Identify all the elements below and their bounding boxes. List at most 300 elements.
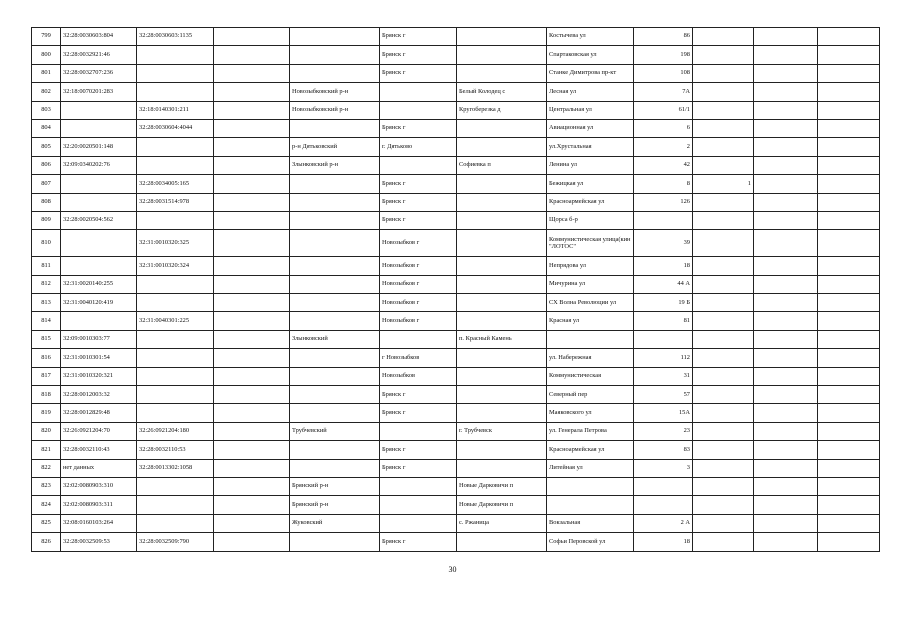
- cell-cadastral-number: 32:26:0921204:70: [61, 422, 137, 440]
- cell-row-number: 812: [32, 275, 61, 293]
- cell-note: [818, 367, 880, 385]
- cell-note: [818, 175, 880, 193]
- cell-extra-number: [214, 28, 290, 46]
- cell-extra-number: [214, 156, 290, 174]
- cell-settlement: [457, 404, 547, 422]
- cell-extra-number: [214, 46, 290, 64]
- cell-building-cadastral-number: [137, 386, 214, 404]
- cell-district: [290, 386, 380, 404]
- cell-extra-number: [214, 459, 290, 477]
- table-row: [32, 211, 880, 229]
- cell-district: Злынковский р-н: [290, 156, 380, 174]
- cell-apartment: [754, 156, 818, 174]
- cell-extra-number: [214, 175, 290, 193]
- cell-note: [818, 404, 880, 422]
- cell-settlement: [457, 294, 547, 312]
- table-row: [32, 64, 880, 82]
- cell-extra-number: [214, 367, 290, 385]
- cell-extra-number: [214, 386, 290, 404]
- cell-row-number: 821: [32, 441, 61, 459]
- cell-building-cadastral-number: 32:28:0030603:1135: [137, 28, 214, 46]
- cell-note: [818, 275, 880, 293]
- cell-cadastral-number: 32:18:0070201:283: [61, 83, 137, 101]
- cell-district: [290, 193, 380, 211]
- table-row: [32, 101, 880, 119]
- cell-street: Непрядова ул: [547, 257, 634, 275]
- cell-building-cadastral-number: [137, 46, 214, 64]
- cell-house-number: 44 А: [634, 275, 693, 293]
- cell-extra-number: [214, 404, 290, 422]
- cell-settlement: с. Ржаница: [457, 514, 547, 532]
- cell-district: Брянский р-н: [290, 496, 380, 514]
- cell-note: [818, 257, 880, 275]
- cell-city: Новозыбков г: [380, 275, 457, 293]
- cell-extra-number: [214, 294, 290, 312]
- cell-building: [693, 257, 754, 275]
- cell-note: [818, 386, 880, 404]
- cell-city: Брянск г: [380, 459, 457, 477]
- table-row: [32, 477, 880, 495]
- cell-extra-number: [214, 422, 290, 440]
- cell-row-number: 819: [32, 404, 61, 422]
- cell-apartment: [754, 441, 818, 459]
- cell-building-cadastral-number: 32:31:0010320:325: [137, 230, 214, 257]
- cell-house-number: [634, 211, 693, 229]
- cell-apartment: [754, 138, 818, 156]
- cell-settlement: [457, 193, 547, 211]
- cell-district: р-н Дятьковский: [290, 138, 380, 156]
- cell-street: [547, 496, 634, 514]
- cell-settlement: [457, 28, 547, 46]
- cell-house-number: 15А: [634, 404, 693, 422]
- cell-extra-number: [214, 119, 290, 137]
- cell-district: [290, 367, 380, 385]
- cell-city: Брянск г: [380, 175, 457, 193]
- cell-cadastral-number: 32:28:0032707:236: [61, 64, 137, 82]
- cell-house-number: 126: [634, 193, 693, 211]
- table-row: [32, 459, 880, 477]
- cell-house-number: [634, 330, 693, 348]
- cell-house-number: 2 А: [634, 514, 693, 532]
- cell-row-number: 801: [32, 64, 61, 82]
- cell-district: Трубчевский: [290, 422, 380, 440]
- cell-house-number: 42: [634, 156, 693, 174]
- cell-street: [547, 330, 634, 348]
- cell-cadastral-number: 32:31:0020140:255: [61, 275, 137, 293]
- cell-extra-number: [214, 533, 290, 551]
- cell-street: Щорса б-р: [547, 211, 634, 229]
- cell-apartment: [754, 83, 818, 101]
- cell-settlement: [457, 533, 547, 551]
- table-row: [32, 138, 880, 156]
- cell-note: [818, 441, 880, 459]
- cell-apartment: [754, 230, 818, 257]
- cell-city: г. Дятьково: [380, 138, 457, 156]
- cell-note: [818, 64, 880, 82]
- table-row: [32, 275, 880, 293]
- cell-district: [290, 119, 380, 137]
- cell-settlement: [457, 230, 547, 257]
- cell-street: ул. Генерала Петрова: [547, 422, 634, 440]
- cell-note: [818, 422, 880, 440]
- cell-building: [693, 514, 754, 532]
- cell-district: [290, 459, 380, 477]
- cell-building: [693, 367, 754, 385]
- cell-street: СХ Волна Революции ул: [547, 294, 634, 312]
- cell-note: [818, 349, 880, 367]
- cell-cadastral-number: 32:02:0080903:311: [61, 496, 137, 514]
- cell-cadastral-number: 32:28:0012003:32: [61, 386, 137, 404]
- cell-building: [693, 64, 754, 82]
- cell-apartment: [754, 257, 818, 275]
- table-row: [32, 367, 880, 385]
- cell-city: Новозыбков г: [380, 312, 457, 330]
- cell-building-cadastral-number: [137, 83, 214, 101]
- cell-city: Новозыбков г: [380, 294, 457, 312]
- table-row: [32, 514, 880, 532]
- cell-settlement: [457, 257, 547, 275]
- cell-row-number: 799: [32, 28, 61, 46]
- cell-extra-number: [214, 441, 290, 459]
- cell-street: Литейная ул: [547, 459, 634, 477]
- cell-building: [693, 312, 754, 330]
- cell-building: [693, 422, 754, 440]
- cell-settlement: [457, 312, 547, 330]
- cell-house-number: 112: [634, 349, 693, 367]
- cell-district: [290, 349, 380, 367]
- cell-street: Маяковского ул: [547, 404, 634, 422]
- cell-apartment: [754, 193, 818, 211]
- table-row: [32, 294, 880, 312]
- cell-house-number: 3: [634, 459, 693, 477]
- table-row: [32, 175, 880, 193]
- cell-row-number: 809: [32, 211, 61, 229]
- cell-city: Новозыбков г: [380, 230, 457, 257]
- cell-house-number: 198: [634, 46, 693, 64]
- cell-cadastral-number: 32:20:0020501:148: [61, 138, 137, 156]
- cell-street: Вокзальная: [547, 514, 634, 532]
- cell-row-number: 824: [32, 496, 61, 514]
- cell-building: [693, 138, 754, 156]
- cell-city: [380, 496, 457, 514]
- cell-street: Красная ул: [547, 312, 634, 330]
- cell-house-number: 6: [634, 119, 693, 137]
- cell-apartment: [754, 275, 818, 293]
- cell-extra-number: [214, 312, 290, 330]
- cell-building-cadastral-number: 32:18:0140301:211: [137, 101, 214, 119]
- cell-city: [380, 83, 457, 101]
- cell-cadastral-number: 32:08:0160103:264: [61, 514, 137, 532]
- cell-apartment: [754, 64, 818, 82]
- cell-street: Бежицкая ул: [547, 175, 634, 193]
- cell-city: [380, 156, 457, 174]
- cell-building: [693, 386, 754, 404]
- cell-note: [818, 28, 880, 46]
- cell-note: [818, 156, 880, 174]
- cell-extra-number: [214, 477, 290, 495]
- cell-row-number: 820: [32, 422, 61, 440]
- cell-cadastral-number: 32:31:0010320:321: [61, 367, 137, 385]
- cell-house-number: 83: [634, 441, 693, 459]
- cell-building: [693, 230, 754, 257]
- table-row: [32, 83, 880, 101]
- cell-note: [818, 312, 880, 330]
- cell-street: [547, 477, 634, 495]
- cell-row-number: 814: [32, 312, 61, 330]
- cell-district: [290, 175, 380, 193]
- cell-note: [818, 330, 880, 348]
- cell-city: Брянск г: [380, 64, 457, 82]
- table-row: [32, 404, 880, 422]
- cell-extra-number: [214, 275, 290, 293]
- cell-street: Коммунистическая: [547, 367, 634, 385]
- cell-house-number: 39: [634, 230, 693, 257]
- cell-district: [290, 28, 380, 46]
- cell-city: Брянск г: [380, 533, 457, 551]
- cell-building-cadastral-number: 32:28:0031514:978: [137, 193, 214, 211]
- cell-street: Костычева ул: [547, 28, 634, 46]
- cell-note: [818, 294, 880, 312]
- cell-row-number: 803: [32, 101, 61, 119]
- cell-note: [818, 459, 880, 477]
- property-register-table: [31, 27, 880, 552]
- cell-street: Ленина ул: [547, 156, 634, 174]
- table-row: [32, 193, 880, 211]
- cell-cadastral-number: [61, 230, 137, 257]
- cell-building-cadastral-number: [137, 275, 214, 293]
- cell-cadastral-number: [61, 193, 137, 211]
- cell-street: Спартаковская ул: [547, 46, 634, 64]
- cell-apartment: [754, 312, 818, 330]
- cell-building-cadastral-number: 32:31:0010320:324: [137, 257, 214, 275]
- table-row: [32, 156, 880, 174]
- cell-apartment: [754, 533, 818, 551]
- cell-row-number: 823: [32, 477, 61, 495]
- cell-row-number: 825: [32, 514, 61, 532]
- table-row: [32, 386, 880, 404]
- cell-row-number: 805: [32, 138, 61, 156]
- cell-street: Станке Димитрова пр-кт: [547, 64, 634, 82]
- cell-district: [290, 275, 380, 293]
- cell-settlement: [457, 119, 547, 137]
- cell-building: [693, 28, 754, 46]
- cell-street: Мичурина ул: [547, 275, 634, 293]
- cell-note: [818, 138, 880, 156]
- cell-house-number: 2: [634, 138, 693, 156]
- cell-street: ул. Набережная: [547, 349, 634, 367]
- cell-house-number: 31: [634, 367, 693, 385]
- cell-city: г Новозыбков: [380, 349, 457, 367]
- cell-settlement: [457, 349, 547, 367]
- cell-building: [693, 349, 754, 367]
- cell-row-number: 826: [32, 533, 61, 551]
- cell-cadastral-number: нет данных: [61, 459, 137, 477]
- cell-house-number: 18: [634, 257, 693, 275]
- cell-row-number: 806: [32, 156, 61, 174]
- cell-cadastral-number: 32:09:0010303:77: [61, 330, 137, 348]
- cell-building-cadastral-number: [137, 514, 214, 532]
- cell-cadastral-number: 32:09:0340202:76: [61, 156, 137, 174]
- cell-apartment: [754, 175, 818, 193]
- table-row: [32, 533, 880, 551]
- cell-apartment: [754, 330, 818, 348]
- cell-apartment: [754, 46, 818, 64]
- cell-row-number: 816: [32, 349, 61, 367]
- cell-house-number: 18: [634, 533, 693, 551]
- cell-district: Новозыбковский р-н: [290, 83, 380, 101]
- cell-note: [818, 119, 880, 137]
- cell-cadastral-number: [61, 312, 137, 330]
- cell-building-cadastral-number: [137, 330, 214, 348]
- cell-cadastral-number: [61, 101, 137, 119]
- table-row: [32, 257, 880, 275]
- table-row: [32, 119, 880, 137]
- cell-building: [693, 101, 754, 119]
- cell-extra-number: [214, 257, 290, 275]
- cell-row-number: 804: [32, 119, 61, 137]
- cell-apartment: [754, 514, 818, 532]
- cell-house-number: [634, 496, 693, 514]
- cell-building-cadastral-number: 32:28:0032509:790: [137, 533, 214, 551]
- cell-city: Брянск г: [380, 404, 457, 422]
- cell-apartment: [754, 349, 818, 367]
- cell-street: Лесная ул: [547, 83, 634, 101]
- cell-street: Софьи Перовской ул: [547, 533, 634, 551]
- cell-apartment: [754, 496, 818, 514]
- cell-building-cadastral-number: [137, 349, 214, 367]
- cell-building: [693, 477, 754, 495]
- cell-building: [693, 441, 754, 459]
- cell-building-cadastral-number: [137, 156, 214, 174]
- cell-apartment: [754, 422, 818, 440]
- cell-city: Брянск г: [380, 441, 457, 459]
- cell-district: [290, 46, 380, 64]
- cell-house-number: [634, 477, 693, 495]
- cell-building: [693, 46, 754, 64]
- cell-note: [818, 514, 880, 532]
- cell-street: ул.Хрустальная: [547, 138, 634, 156]
- cell-apartment: [754, 211, 818, 229]
- cell-row-number: 808: [32, 193, 61, 211]
- cell-city: [380, 514, 457, 532]
- cell-house-number: 86: [634, 28, 693, 46]
- cell-apartment: [754, 28, 818, 46]
- cell-extra-number: [214, 193, 290, 211]
- cell-apartment: [754, 294, 818, 312]
- cell-row-number: 810: [32, 230, 61, 257]
- cell-cadastral-number: [61, 257, 137, 275]
- cell-building: [693, 533, 754, 551]
- cell-district: [290, 533, 380, 551]
- cell-building-cadastral-number: 32:28:0013302:1058: [137, 459, 214, 477]
- cell-building: [693, 404, 754, 422]
- cell-street: Красноармейская ул: [547, 193, 634, 211]
- cell-cadastral-number: 32:28:0032110:43: [61, 441, 137, 459]
- cell-extra-number: [214, 496, 290, 514]
- cell-building-cadastral-number: [137, 64, 214, 82]
- cell-street: Авиационная ул: [547, 119, 634, 137]
- table-row: [32, 46, 880, 64]
- cell-building: [693, 294, 754, 312]
- cell-row-number: 817: [32, 367, 61, 385]
- cell-street: Красноармейская ул: [547, 441, 634, 459]
- cell-building-cadastral-number: 32:28:0032110:53: [137, 441, 214, 459]
- table-row: [32, 441, 880, 459]
- table-row: [32, 349, 880, 367]
- cell-note: [818, 230, 880, 257]
- cell-building: [693, 496, 754, 514]
- page-number: 30: [448, 565, 457, 574]
- cell-district: Злынковский: [290, 330, 380, 348]
- cell-apartment: [754, 101, 818, 119]
- cell-cadastral-number: 32:02:0080903:310: [61, 477, 137, 495]
- cell-extra-number: [214, 83, 290, 101]
- table-row: [32, 230, 880, 257]
- cell-row-number: 800: [32, 46, 61, 64]
- cell-row-number: 807: [32, 175, 61, 193]
- cell-city: Брянск г: [380, 386, 457, 404]
- cell-apartment: [754, 386, 818, 404]
- cell-row-number: 822: [32, 459, 61, 477]
- cell-settlement: Новые Дарковичи п: [457, 496, 547, 514]
- cell-settlement: [457, 46, 547, 64]
- cell-extra-number: [214, 230, 290, 257]
- cell-city: Брянск г: [380, 46, 457, 64]
- cell-building: [693, 275, 754, 293]
- cell-note: [818, 46, 880, 64]
- cell-cadastral-number: 32:28:0030603:804: [61, 28, 137, 46]
- cell-apartment: [754, 367, 818, 385]
- cell-house-number: 108: [634, 64, 693, 82]
- cell-cadastral-number: 32:28:0032921:46: [61, 46, 137, 64]
- cell-note: [818, 477, 880, 495]
- cell-building-cadastral-number: [137, 367, 214, 385]
- cell-cadastral-number: 32:28:0012829:48: [61, 404, 137, 422]
- cell-note: [818, 533, 880, 551]
- cell-building-cadastral-number: [137, 211, 214, 229]
- cell-apartment: [754, 459, 818, 477]
- cell-settlement: [457, 138, 547, 156]
- cell-settlement: [457, 175, 547, 193]
- cell-building: [693, 211, 754, 229]
- cell-district: [290, 211, 380, 229]
- cell-city: [380, 477, 457, 495]
- cell-building: [693, 119, 754, 137]
- cell-district: [290, 441, 380, 459]
- cell-house-number: 8: [634, 175, 693, 193]
- cell-house-number: 23: [634, 422, 693, 440]
- cell-building: [693, 83, 754, 101]
- cell-row-number: 813: [32, 294, 61, 312]
- cell-district: [290, 230, 380, 257]
- cell-settlement: [457, 64, 547, 82]
- cell-building-cadastral-number: 32:28:0034005:165: [137, 175, 214, 193]
- cell-district: [290, 257, 380, 275]
- cell-district: [290, 404, 380, 422]
- cell-city: Брянск г: [380, 211, 457, 229]
- cell-note: [818, 211, 880, 229]
- cell-note: [818, 193, 880, 211]
- cell-extra-number: [214, 211, 290, 229]
- cell-note: [818, 101, 880, 119]
- cell-row-number: 815: [32, 330, 61, 348]
- cell-building: [693, 330, 754, 348]
- cell-city: [380, 422, 457, 440]
- table-row: [32, 422, 880, 440]
- cell-city: Брянск г: [380, 119, 457, 137]
- cell-street: Коммунистическая улица(кин "ЛОТОС": [547, 230, 634, 257]
- cell-house-number: 57: [634, 386, 693, 404]
